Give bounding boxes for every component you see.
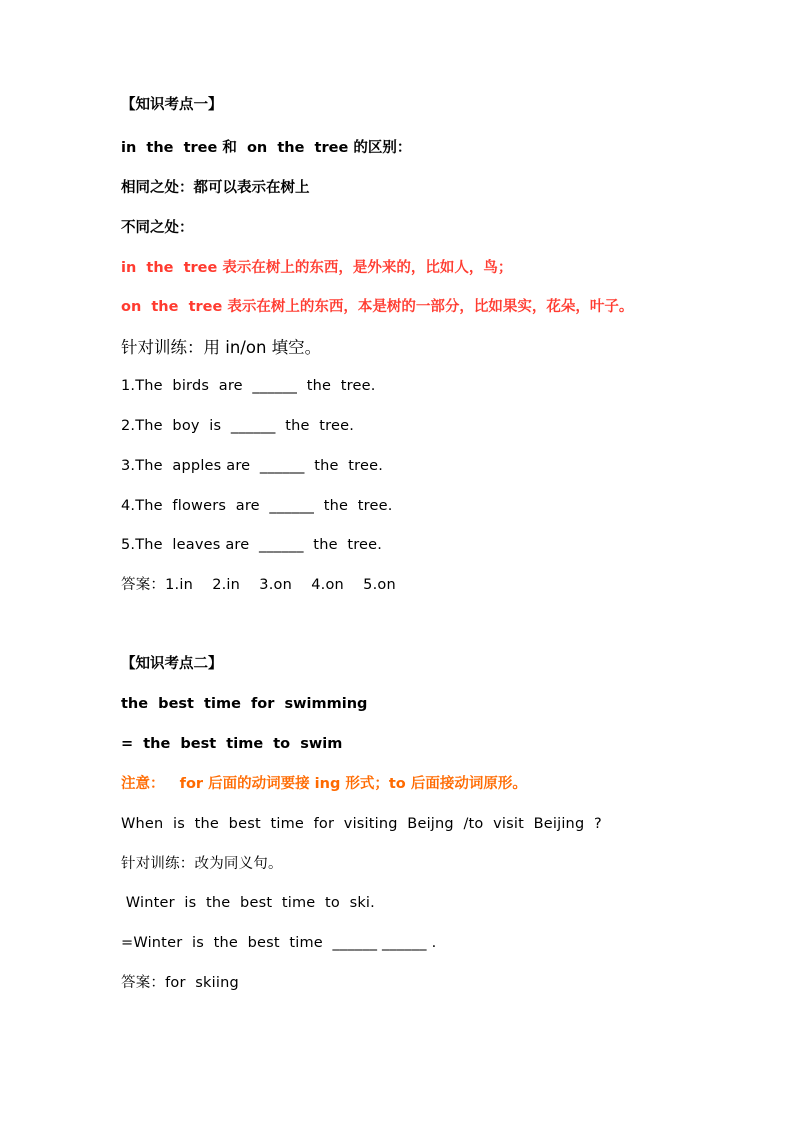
section1-practice-title: 针对训练：用 in/on 填空。 (121, 338, 322, 357)
question-1: 1.The birds are ______ the tree. (121, 378, 376, 394)
section1-in-note: in the tree 表示在树上的东西，是外来的，比如人，鸟； (121, 260, 513, 276)
section2-example: When is the best time for visiting Beijng /to visit Beijing ? (121, 816, 602, 832)
section2-heading: 【知识考点二】 (121, 656, 223, 672)
section1-on-note: on the tree 表示在树上的东西，本是树的一部分，比如果实，花朵，叶子。 (121, 299, 634, 315)
section1-diff: 不同之处： (121, 220, 194, 236)
section2-phrase2: = the best time to swim (121, 736, 343, 752)
section2-phrase1: the best time for swimming (121, 696, 368, 712)
section1-same: 相同之处：都可以表示在树上 (121, 180, 310, 196)
section1-answer: 答案：1.in 2.in 3.on 4.on 5.on (121, 577, 396, 593)
section2-answer: 答案：for skiing (121, 975, 239, 991)
question-3: 3.The apples are ______ the tree. (121, 458, 384, 474)
section1-heading: 【知识考点一】 (121, 97, 223, 113)
question-2: 2.The boy is ______ the tree. (121, 418, 355, 434)
question-5: 5.The leaves are ______ the tree. (121, 537, 383, 553)
section2-note: 注意： for 后面的动词要接 ing 形式；to 后面接动词原形。 (121, 776, 527, 792)
section2-rewrite: =Winter is the best time ______ ______ . (121, 935, 437, 951)
section2-sentence: Winter is the best time to ski. (121, 895, 375, 911)
section1-topic: in the tree 和 on the tree 的区别： (121, 140, 412, 156)
section2-practice-title: 针对训练：改为同义句。 (121, 856, 283, 872)
question-4: 4.The flowers are ______ the tree. (121, 498, 393, 514)
